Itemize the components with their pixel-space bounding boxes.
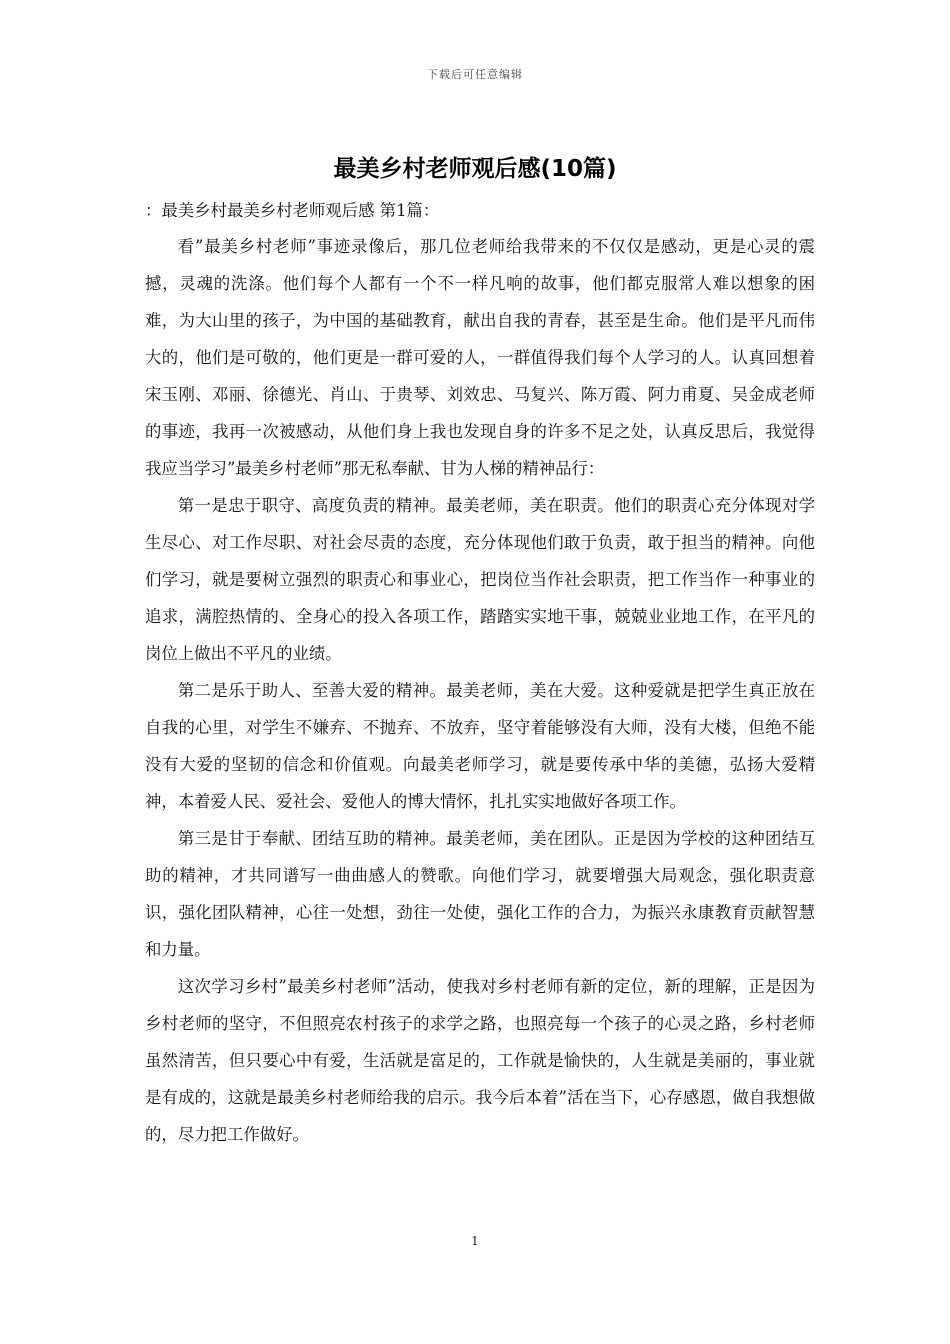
document-body — [145, 198, 815, 1153]
document-title: 最美乡村老师观后感(10篇) — [333, 156, 617, 182]
section-subtitle: ：最美乡村最美乡村老师观后感 第1篇： — [145, 201, 440, 220]
page-number: 1 — [471, 1234, 479, 1248]
header-note: 下载后可任意编辑 — [427, 68, 523, 81]
paragraph-conclusion: 这次学习乡村”最美乡村老师”活动，使我对乡村老师有新的定位，新的理解，正是因为乡村老师的坚守，不但照亮农村孩子的求学之路，也照亮每一个孩子的心灵之路，乡村老师虽然清苦，但只要心中有爱，生活就是富足的，工作就是愉快的，人生就是美丽的，事业就是有成的，这就是最美乡村老师给我的启示。我今后本着”活在当下，心存感恩，做自我想做的，尽力把工作做好。 — [145, 977, 815, 1144]
paragraph-third-spirit: 第三是甘于奉献、团结互助的精神。最美老师，美在团队。正是因为学校的这种团结互助的精神，才共同谱写一曲曲感人的赞歌。向他们学习，就要增强大局观念，强化职责意识，强化团队精神，心往一处想，劲往一处使，强化工作的合力，为振兴永康教育贡献智慧和力量。 — [145, 829, 815, 959]
paragraph-first-spirit: 第一是忠于职守、高度负责的精神。最美老师，美在职责。他们的职责心充分体现对学生尽心、对工作尽职、对社会尽责的态度，充分体现他们敢于负责，敢于担当的精神。向他们学习，就是要树立强烈的职责心和事业心，把岗位当作社会职责，把工作当作一种事业的追求，满腔热情的、全身心的投入各项工作，踏踏实实地干事，兢兢业业地工作，在平凡的岗位上做出不平凡的业绩。 — [145, 496, 815, 663]
paragraph-second-spirit: 第二是乐于助人、至善大爱的精神。最美老师，美在大爱。这种爱就是把学生真正放在自我的心里，对学生不嫌弃、不抛弃、不放弃，坚守着能够没有大师，没有大楼，但绝不能没有大爱的坚韧的信念和价值观。向最美老师学习，就是要传承中华的美德，弘扬大爱精神，本着爱人民、爱社会、爱他人的博大情怀，扎扎实实地做好各项工作。 — [145, 681, 815, 811]
paragraph-intro: 看”最美乡村老师”事迹录像后，那几位老师给我带来的不仅仅是感动，更是心灵的震撼，灵魂的洗涤。他们每个人都有一个不一样凡响的故事，他们都克服常人难以想象的困难，为大山里的孩子，为中国的基础教育，献出自我的青春，甚至是生命。他们是平凡而伟大的，他们是可敬的，他们更是一群可爱的人，一群值得我们每个人学习的人。认真回想着宋玉刚、邓丽、徐德光、肖山、于贵琴、刘效忠、马复兴、陈万霞、阿力甫夏、吴金成老师的事迹，我再一次被感动，从他们身上我也发现自身的许多不足之处，认真反思后，我觉得我应当学习”最美乡村老师”那无私奉献、甘为人梯的精神品行： — [145, 237, 815, 478]
